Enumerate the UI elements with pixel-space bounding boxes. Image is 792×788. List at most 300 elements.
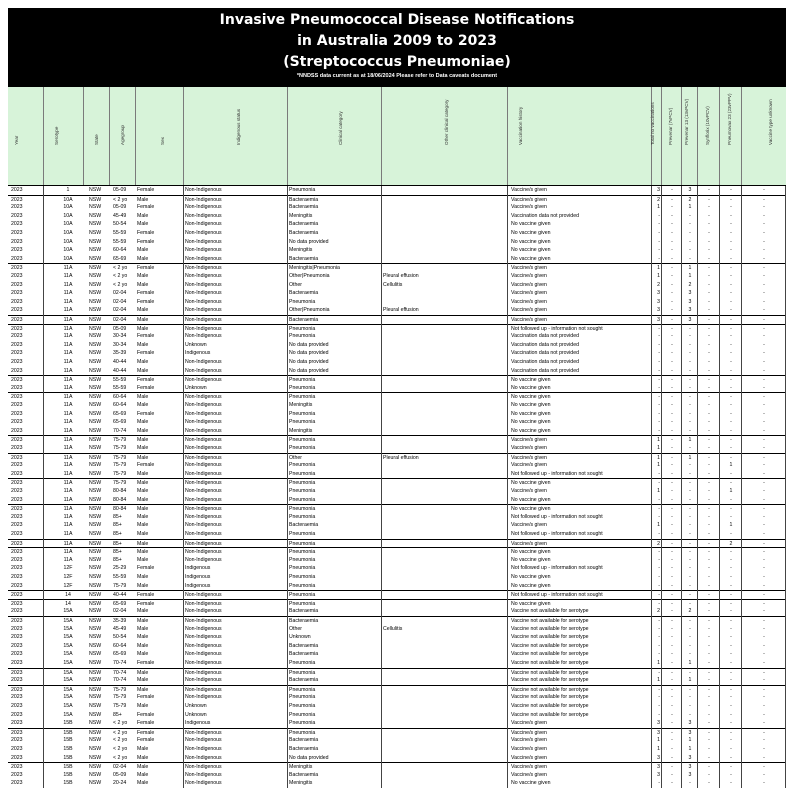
column-rule bbox=[651, 186, 652, 788]
column-rule bbox=[287, 186, 288, 788]
cell-state: NSW bbox=[89, 341, 102, 348]
cell-synflorix-10: - bbox=[708, 729, 710, 736]
cell-sex: Male bbox=[137, 437, 149, 444]
cell-total-vaccinations: - bbox=[658, 212, 660, 219]
cell-sex: Male bbox=[137, 556, 149, 563]
cell-prevenar-13: - bbox=[689, 600, 691, 607]
cell-serotype: 15A bbox=[63, 642, 73, 649]
cell-agegroup: 55-59 bbox=[113, 377, 127, 384]
cell-agegroup: 85+ bbox=[113, 556, 122, 563]
data-currency-note: *NNDSS data current as at 18/06/2024 Please refer to Data caveats document bbox=[296, 73, 498, 79]
cell-vaccine-type-unknown: - bbox=[763, 618, 765, 624]
cell-clinical-category: Meningitis bbox=[289, 212, 313, 219]
cell-clinical-category: No data provided bbox=[289, 359, 329, 365]
cell-serotype: 15A bbox=[63, 618, 73, 624]
cell-prevenar-7: - bbox=[671, 737, 673, 744]
column-header-state[interactable]: State bbox=[94, 134, 99, 145]
cell-vaccination-history: No vaccine given bbox=[511, 556, 551, 563]
cell-prevenar-13: 3 bbox=[688, 290, 692, 297]
cell-pneumovax-23: - bbox=[730, 669, 732, 676]
cell-clinical-category: Bacteraemia bbox=[289, 746, 319, 752]
cell-pneumovax-23: - bbox=[730, 608, 732, 615]
cell-sex: Male bbox=[137, 454, 149, 461]
cell-indigenous-status: Non-Indigenous bbox=[185, 307, 222, 314]
cell-serotype: 15A bbox=[63, 694, 73, 701]
table-row bbox=[8, 229, 786, 238]
cell-total-vaccinations: - bbox=[658, 427, 660, 434]
cell-serotype: 11A bbox=[63, 410, 73, 417]
cell-total-vaccinations: - bbox=[658, 419, 660, 426]
cell-prevenar-7: - bbox=[671, 462, 673, 469]
header-divider bbox=[681, 87, 682, 185]
cell-pneumovax-23: 1 bbox=[729, 462, 733, 469]
cell-indigenous-status: Non-Indigenous bbox=[185, 470, 222, 477]
cell-clinical-category: Bacteraemia bbox=[289, 317, 319, 323]
cell-prevenar-7: - bbox=[671, 625, 673, 632]
cell-sex: Male bbox=[137, 307, 149, 314]
cell-agegroup: 65-69 bbox=[113, 419, 127, 426]
cell-total-vaccinations: 1 bbox=[657, 746, 660, 752]
cell-prevenar-13: 2 bbox=[688, 281, 692, 288]
cell-vaccination-history: Vaccine not available for serotype bbox=[511, 686, 589, 693]
cell-prevenar-7: - bbox=[671, 549, 673, 556]
cell-agegroup: 65-69 bbox=[113, 410, 127, 417]
cell-vaccine-type-unknown: - bbox=[763, 419, 765, 426]
cell-serotype: 1 bbox=[66, 187, 70, 193]
cell-synflorix-10: - bbox=[708, 513, 710, 520]
cell-vaccine-type-unknown: - bbox=[763, 377, 765, 384]
column-header-year[interactable]: Year bbox=[14, 135, 19, 145]
cell-prevenar-7: - bbox=[671, 454, 673, 461]
table-row bbox=[8, 685, 786, 694]
cell-sex: Male bbox=[137, 677, 149, 684]
cell-prevenar-13: - bbox=[689, 462, 691, 469]
cell-state: NSW bbox=[89, 437, 102, 444]
table-row bbox=[8, 375, 786, 384]
cell-total-vaccinations: 1 bbox=[657, 273, 660, 279]
cell-year: 2023 bbox=[11, 694, 23, 701]
cell-sex: Female bbox=[137, 720, 155, 727]
cell-serotype: 11A bbox=[63, 496, 73, 503]
cell-total-vaccinations: - bbox=[658, 333, 660, 340]
cell-prevenar-7: - bbox=[671, 247, 673, 254]
cell-vaccination-history: Vaccine/s given bbox=[511, 488, 547, 494]
header-divider bbox=[661, 87, 662, 185]
cell-prevenar-7: - bbox=[671, 238, 673, 245]
table-row bbox=[8, 633, 786, 642]
cell-total-vaccinations: 3 bbox=[657, 771, 660, 778]
cell-prevenar-7: - bbox=[671, 427, 673, 434]
cell-synflorix-10: - bbox=[708, 625, 710, 632]
cell-pneumovax-23: - bbox=[730, 720, 732, 727]
cell-sex: Female bbox=[137, 298, 155, 305]
cell-indigenous-status: Non-Indigenous bbox=[185, 771, 222, 778]
cell-vaccination-history: Vaccination data not provided bbox=[511, 333, 579, 340]
cell-pneumovax-23: - bbox=[730, 255, 732, 262]
cell-synflorix-10: - bbox=[708, 462, 710, 469]
cell-indigenous-status: Non-Indigenous bbox=[185, 522, 222, 529]
cell-synflorix-10: - bbox=[708, 333, 710, 340]
cell-pneumovax-23: - bbox=[730, 634, 732, 641]
cell-prevenar-7: - bbox=[671, 582, 673, 589]
cell-prevenar-7: - bbox=[671, 298, 673, 305]
cell-prevenar-7: - bbox=[671, 729, 673, 736]
column-header-vaccination-history[interactable]: Vaccination history bbox=[518, 106, 523, 145]
cell-pneumovax-23: - bbox=[730, 445, 732, 451]
cell-serotype: 11A bbox=[63, 377, 73, 384]
cell-prevenar-7: - bbox=[671, 317, 673, 323]
cell-clinical-category: Meningitis bbox=[289, 427, 313, 434]
cell-total-vaccinations: - bbox=[658, 651, 660, 658]
cell-pneumovax-23: - bbox=[730, 592, 732, 599]
cell-synflorix-10: - bbox=[708, 359, 710, 365]
cell-prevenar-7: - bbox=[671, 204, 673, 211]
cell-prevenar-7: - bbox=[671, 333, 673, 340]
cell-indigenous-status: Non-Indigenous bbox=[185, 746, 222, 752]
cell-agegroup: 55-59 bbox=[113, 574, 127, 580]
cell-serotype: 11A bbox=[63, 341, 73, 348]
cell-serotype: 15A bbox=[63, 608, 73, 615]
column-header-pneumovax-23[interactable]: Pneumovax 23 (23vPPV) bbox=[727, 93, 732, 145]
table-row bbox=[8, 728, 786, 737]
cell-prevenar-7: - bbox=[671, 574, 673, 580]
cell-serotype: 11A bbox=[63, 298, 73, 305]
cell-serotype: 12F bbox=[63, 574, 73, 580]
cell-synflorix-10: - bbox=[708, 771, 710, 778]
column-header-prevenar-7[interactable]: Prevenar (7vPCV) bbox=[668, 107, 673, 145]
column-header-total-vaccinations[interactable]: Total no vaccinations bbox=[650, 102, 655, 145]
cell-sex: Female bbox=[137, 565, 155, 572]
cell-year: 2023 bbox=[11, 265, 23, 272]
cell-synflorix-10: - bbox=[708, 764, 710, 771]
cell-state: NSW bbox=[89, 600, 102, 607]
cell-vaccination-history: Vaccine/s given bbox=[511, 454, 547, 461]
cell-pneumovax-23: - bbox=[730, 660, 732, 666]
cell-year: 2023 bbox=[11, 317, 23, 323]
cell-agegroup: 60-64 bbox=[113, 642, 127, 649]
cell-agegroup: 55-59 bbox=[113, 230, 127, 236]
cell-serotype: 11A bbox=[63, 531, 73, 537]
table-row bbox=[8, 573, 786, 582]
cell-agegroup: 75-79 bbox=[113, 694, 127, 701]
cell-vaccine-type-unknown: - bbox=[763, 651, 765, 658]
cell-state: NSW bbox=[89, 350, 102, 357]
cell-indigenous-status: Non-Indigenous bbox=[185, 427, 222, 434]
cell-state: NSW bbox=[89, 780, 102, 787]
cell-agegroup: 50-54 bbox=[113, 221, 127, 228]
column-rule bbox=[43, 186, 44, 788]
cell-total-vaccinations: - bbox=[658, 565, 660, 572]
table-row bbox=[8, 616, 786, 625]
cell-agegroup: < 2 yo bbox=[113, 196, 128, 203]
cell-sex: Male bbox=[137, 402, 149, 408]
cell-prevenar-7: - bbox=[671, 359, 673, 365]
cell-agegroup: 02-04 bbox=[113, 298, 127, 305]
cell-vaccination-history: Vaccine/s given bbox=[511, 298, 547, 305]
cell-indigenous-status: Non-Indigenous bbox=[185, 454, 222, 461]
cell-indigenous-status: Non-Indigenous bbox=[185, 247, 222, 254]
cell-prevenar-13: - bbox=[689, 394, 691, 401]
cell-agegroup: 70-74 bbox=[113, 427, 127, 434]
cell-pneumovax-23: - bbox=[730, 437, 732, 444]
cell-serotype: 15B bbox=[63, 771, 73, 778]
cell-sex: Male bbox=[137, 634, 149, 641]
cell-clinical-category: Bacteraemia bbox=[289, 651, 319, 658]
cell-sex: Male bbox=[137, 212, 149, 219]
cell-vaccination-history: No vaccine given bbox=[511, 419, 551, 426]
cell-indigenous-status: Non-Indigenous bbox=[185, 694, 222, 701]
cell-serotype: 15B bbox=[63, 764, 73, 771]
cell-year: 2023 bbox=[11, 600, 23, 607]
cell-serotype: 15A bbox=[63, 651, 73, 658]
cell-synflorix-10: - bbox=[708, 720, 710, 727]
cell-synflorix-10: - bbox=[708, 711, 710, 718]
table-row bbox=[8, 246, 786, 255]
cell-vaccination-history: Vaccine/s given bbox=[511, 437, 547, 444]
column-header-sex[interactable]: Sex bbox=[160, 137, 165, 145]
cell-agegroup: 75-79 bbox=[113, 686, 127, 693]
cell-serotype: 11A bbox=[63, 540, 73, 547]
table-row bbox=[8, 401, 786, 410]
cell-vaccination-history: Vaccination data not provided bbox=[511, 350, 579, 357]
cell-state: NSW bbox=[89, 384, 102, 391]
cell-state: NSW bbox=[89, 470, 102, 477]
cell-agegroup: < 2 yo bbox=[113, 754, 128, 761]
header-divider bbox=[507, 87, 508, 185]
table-row bbox=[8, 470, 786, 479]
cell-indigenous-status: Non-Indigenous bbox=[185, 669, 222, 676]
column-rule bbox=[681, 186, 682, 788]
cell-serotype: 11A bbox=[63, 437, 73, 444]
cell-vaccination-history: Vaccination data not provided bbox=[511, 212, 579, 219]
cell-prevenar-13: 2 bbox=[688, 196, 692, 203]
cell-total-vaccinations: 2 bbox=[657, 540, 660, 547]
cell-pneumovax-23: - bbox=[730, 281, 732, 288]
header-divider bbox=[697, 87, 698, 185]
cell-sex: Male bbox=[137, 686, 149, 693]
cell-state: NSW bbox=[89, 522, 102, 529]
cell-synflorix-10: - bbox=[708, 325, 710, 332]
cell-vaccine-type-unknown: - bbox=[763, 238, 765, 245]
cell-prevenar-7: - bbox=[671, 273, 673, 279]
cell-prevenar-7: - bbox=[671, 677, 673, 684]
cell-serotype: 11A bbox=[63, 556, 73, 563]
cell-clinical-category: Meningitis bbox=[289, 780, 313, 787]
cell-prevenar-13: - bbox=[689, 377, 691, 384]
cell-vaccination-history: No vaccine given bbox=[511, 394, 551, 401]
cell-prevenar-7: - bbox=[671, 522, 673, 529]
cell-indigenous-status: Non-Indigenous bbox=[185, 377, 222, 384]
table-row bbox=[8, 659, 786, 668]
cell-sex: Male bbox=[137, 618, 149, 624]
column-header-agegroup[interactable]: Agegroup bbox=[120, 125, 125, 145]
cell-prevenar-7: - bbox=[671, 754, 673, 761]
cell-agegroup: 80-84 bbox=[113, 506, 127, 513]
cell-total-vaccinations: 3 bbox=[657, 307, 660, 314]
table-row bbox=[8, 289, 786, 298]
cell-prevenar-13: 3 bbox=[688, 754, 692, 761]
cell-vaccine-type-unknown: - bbox=[763, 187, 765, 193]
cell-synflorix-10: - bbox=[708, 204, 710, 211]
cell-synflorix-10: - bbox=[708, 480, 710, 487]
table-row bbox=[8, 461, 786, 470]
cell-prevenar-13: - bbox=[689, 506, 691, 513]
cell-total-vaccinations: - bbox=[658, 531, 660, 537]
cell-prevenar-13: - bbox=[689, 711, 691, 718]
cell-vaccine-type-unknown: - bbox=[763, 317, 765, 323]
cell-serotype: 11A bbox=[63, 281, 73, 288]
cell-year: 2023 bbox=[11, 402, 23, 408]
cell-pneumovax-23: - bbox=[730, 582, 732, 589]
cell-sex: Male bbox=[137, 281, 149, 288]
cell-year: 2023 bbox=[11, 771, 23, 778]
column-header-vaccine-type-unknown[interactable]: Vaccine type unknown bbox=[768, 99, 773, 145]
cell-indigenous-status: Non-Indigenous bbox=[185, 359, 222, 365]
column-header-indigenous-status[interactable]: Indigenous status bbox=[236, 108, 241, 145]
column-rule bbox=[785, 186, 786, 788]
cell-total-vaccinations: 1 bbox=[657, 462, 660, 469]
cell-prevenar-7: - bbox=[671, 711, 673, 718]
cell-prevenar-7: - bbox=[671, 480, 673, 487]
cell-clinical-category: Pneumonia bbox=[289, 549, 316, 556]
cell-state: NSW bbox=[89, 196, 102, 203]
cell-sex: Male bbox=[137, 325, 149, 332]
cell-synflorix-10: - bbox=[708, 582, 710, 589]
table-row bbox=[8, 504, 786, 513]
cell-year: 2023 bbox=[11, 187, 23, 193]
table-row bbox=[8, 676, 786, 685]
cell-clinical-category: Pneumonia bbox=[289, 513, 316, 520]
cell-clinical-category: Pneumonia bbox=[289, 410, 316, 417]
cell-pneumovax-23: - bbox=[730, 771, 732, 778]
column-rule bbox=[719, 186, 720, 788]
cell-prevenar-7: - bbox=[671, 402, 673, 408]
cell-prevenar-7: - bbox=[671, 212, 673, 219]
cell-prevenar-13: - bbox=[689, 255, 691, 262]
cell-other-clinical-category: Cellulitis bbox=[383, 625, 403, 632]
table-row bbox=[8, 444, 786, 453]
cell-vaccination-history: Vaccine/s given bbox=[511, 317, 547, 323]
cell-total-vaccinations: - bbox=[658, 556, 660, 563]
cell-agegroup: 80-84 bbox=[113, 488, 127, 494]
cell-indigenous-status: Non-Indigenous bbox=[185, 394, 222, 401]
cell-indigenous-status: Non-Indigenous bbox=[185, 480, 222, 487]
cell-vaccination-history: Vaccine not available for serotype bbox=[511, 634, 589, 641]
cell-vaccination-history: Vaccine/s given bbox=[511, 737, 547, 744]
cell-prevenar-13: - bbox=[689, 582, 691, 589]
cell-sex: Female bbox=[137, 230, 155, 236]
cell-state: NSW bbox=[89, 359, 102, 365]
cell-synflorix-10: - bbox=[708, 574, 710, 580]
cell-pneumovax-23: - bbox=[730, 454, 732, 461]
cell-sex: Female bbox=[137, 694, 155, 701]
cell-year: 2023 bbox=[11, 384, 23, 391]
cell-vaccination-history: Vaccine/s given bbox=[511, 746, 547, 752]
cell-vaccination-history: Vaccine/s given bbox=[511, 729, 547, 736]
cell-synflorix-10: - bbox=[708, 634, 710, 641]
cell-prevenar-13: - bbox=[689, 669, 691, 676]
cell-synflorix-10: - bbox=[708, 265, 710, 272]
cell-sex: Male bbox=[137, 488, 149, 494]
cell-vaccination-history: No vaccine given bbox=[511, 496, 551, 503]
cell-prevenar-13: 3 bbox=[688, 307, 692, 314]
cell-sex: Female bbox=[137, 204, 155, 211]
cell-synflorix-10: - bbox=[708, 367, 710, 374]
cell-prevenar-7: - bbox=[671, 771, 673, 778]
cell-agegroup: 75-79 bbox=[113, 445, 127, 451]
cell-prevenar-7: - bbox=[671, 686, 673, 693]
cell-indigenous-status: Non-Indigenous bbox=[185, 625, 222, 632]
cell-sex: Female bbox=[137, 660, 155, 666]
cell-synflorix-10: - bbox=[708, 298, 710, 305]
column-header-synflorix-10[interactable]: Synflorix (10vPCV) bbox=[705, 106, 710, 145]
table-row bbox=[8, 298, 786, 307]
cell-year: 2023 bbox=[11, 549, 23, 556]
cell-state: NSW bbox=[89, 513, 102, 520]
cell-year: 2023 bbox=[11, 531, 23, 537]
cell-indigenous-status: Non-Indigenous bbox=[185, 737, 222, 744]
cell-vaccination-history: Vaccine/s given bbox=[511, 445, 547, 451]
cell-vaccination-history: Vaccine not available for serotype bbox=[511, 694, 589, 701]
cell-vaccine-type-unknown: - bbox=[763, 549, 765, 556]
column-header-other-clinical-category[interactable]: Other clinical category bbox=[444, 99, 449, 145]
cell-clinical-category: Pneumonia bbox=[289, 488, 316, 494]
cell-total-vaccinations: - bbox=[658, 470, 660, 477]
cell-total-vaccinations: 2 bbox=[657, 608, 660, 615]
cell-vaccine-type-unknown: - bbox=[763, 540, 765, 547]
cell-vaccination-history: No vaccine given bbox=[511, 384, 551, 391]
table-row bbox=[8, 195, 786, 204]
column-header-clinical-category[interactable]: Clinical category bbox=[338, 111, 343, 145]
cell-prevenar-7: - bbox=[671, 608, 673, 615]
cell-state: NSW bbox=[89, 462, 102, 469]
cell-synflorix-10: - bbox=[708, 496, 710, 503]
column-header-serotype[interactable]: Serotype bbox=[54, 126, 59, 145]
cell-indigenous-status: Non-Indigenous bbox=[185, 265, 222, 272]
cell-prevenar-7: - bbox=[671, 764, 673, 771]
cell-pneumovax-23: 2 bbox=[729, 540, 733, 547]
cell-state: NSW bbox=[89, 255, 102, 262]
table-row bbox=[8, 556, 786, 565]
cell-vaccine-type-unknown: - bbox=[763, 711, 765, 718]
cell-indigenous-status: Non-Indigenous bbox=[185, 410, 222, 417]
table-row bbox=[8, 410, 786, 419]
cell-year: 2023 bbox=[11, 720, 23, 727]
cell-sex: Male bbox=[137, 642, 149, 649]
cell-indigenous-status: Non-Indigenous bbox=[185, 549, 222, 556]
column-header-prevenar-13[interactable]: Prevenar 13 (13vPCV) bbox=[684, 98, 689, 145]
cell-total-vaccinations: 1 bbox=[657, 677, 660, 684]
cell-vaccination-history: Vaccine not available for serotype bbox=[511, 703, 589, 709]
cell-state: NSW bbox=[89, 488, 102, 494]
cell-state: NSW bbox=[89, 531, 102, 537]
cell-vaccine-type-unknown: - bbox=[763, 634, 765, 641]
cell-pneumovax-23: - bbox=[730, 711, 732, 718]
cell-serotype: 11A bbox=[63, 522, 73, 529]
cell-synflorix-10: - bbox=[708, 445, 710, 451]
cell-prevenar-13: 2 bbox=[688, 608, 692, 615]
cell-total-vaccinations: - bbox=[658, 711, 660, 718]
cell-vaccine-type-unknown: - bbox=[763, 480, 765, 487]
table-row bbox=[8, 693, 786, 702]
cell-clinical-category: Pneumonia bbox=[289, 720, 316, 727]
cell-vaccination-history: Vaccine/s given bbox=[511, 754, 547, 761]
cell-synflorix-10: - bbox=[708, 737, 710, 744]
cell-vaccination-history: Vaccination data not provided bbox=[511, 367, 579, 374]
cell-sex: Male bbox=[137, 746, 149, 752]
cell-prevenar-7: - bbox=[671, 187, 673, 193]
cell-indigenous-status: Non-Indigenous bbox=[185, 540, 222, 547]
